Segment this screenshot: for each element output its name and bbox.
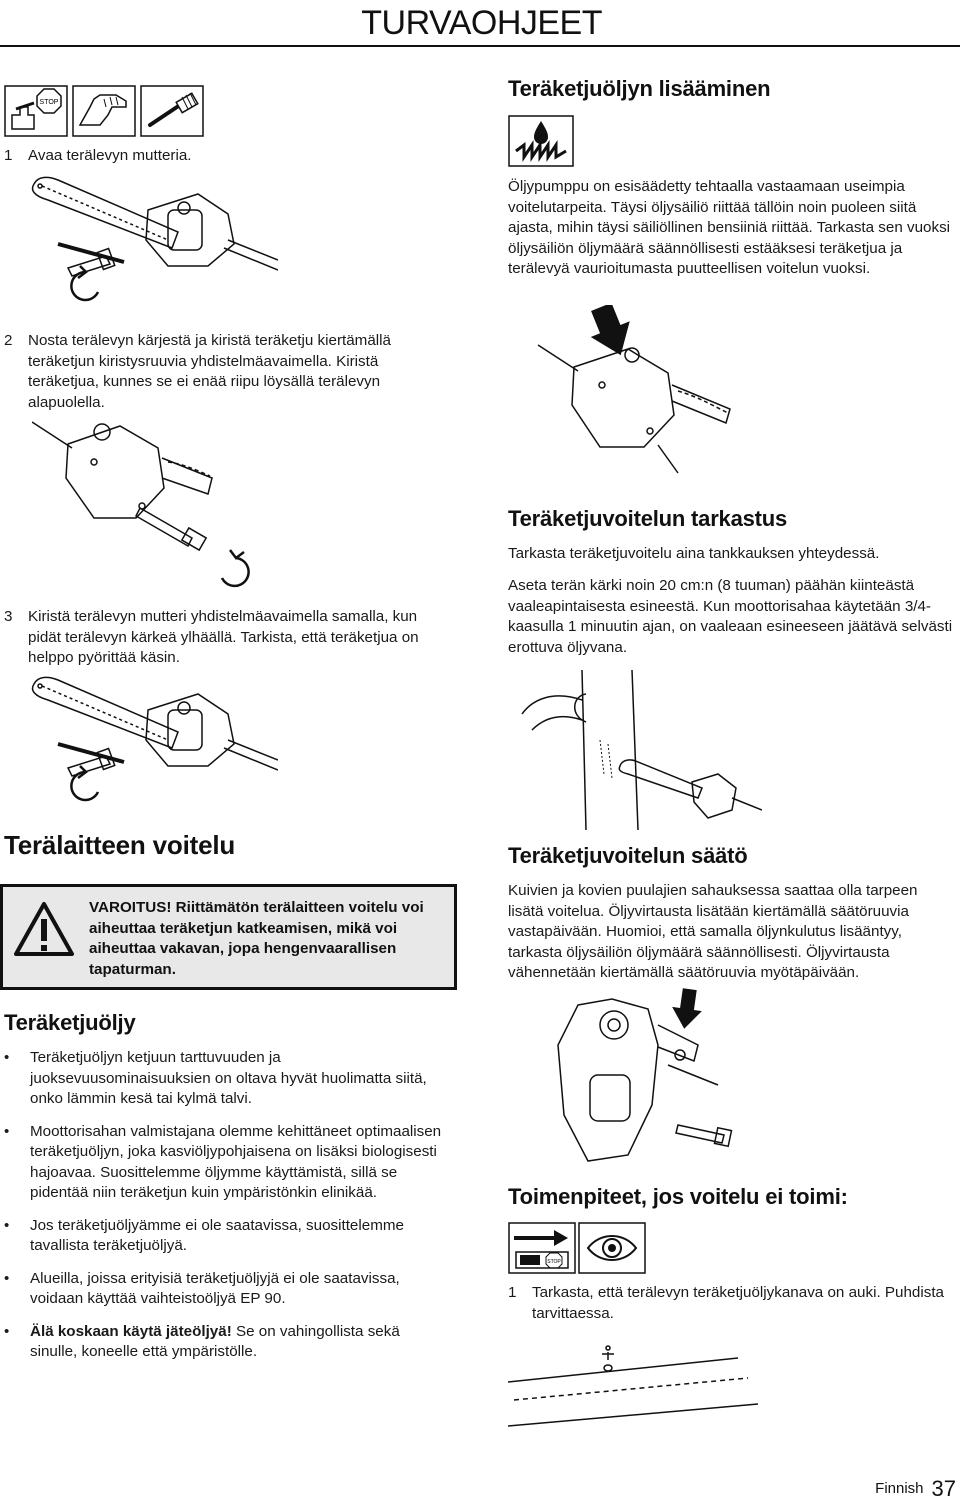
bullet-text: Jos teräketjuöljyämme ei ole saatavissa, suosittelemme tavallista teräketjuöljyä. [30, 1216, 404, 1254]
waste-oil-text: Se on vahingollista sekä sinulle, koneelle että ympäristölle. [30, 1322, 400, 1360]
eye-icon [579, 1223, 645, 1273]
fail-step-1 [508, 1283, 953, 1324]
figure-oil-channel [508, 1330, 768, 1460]
adjust-text: Kuivien ja kovien puulajien sahauksessa saattaa olla tarpeen lisätä voitelua. Öljyvirtausta lisätään kiertämällä säätöruuvia vastapäivään. Huomioi, että samalla öljynkulutus lisääntyy, tarkasta öljysäiliön öljymäärä säännöllisesti. Öljyvirtausta vähennetään kiertämällä säätöruuvia myötäpäivään. [508, 882, 918, 981]
warning-triangle-icon [13, 901, 75, 957]
step-1-number: 1 [4, 147, 13, 164]
rotate-counterclockwise-icon [71, 766, 98, 800]
combination-wrench-icon [136, 508, 206, 550]
bullet-item: • Moottorisahan valmistajana olemme kehittäneet optimaalisen teräketjuöljyn, joka kasviöljypohjaisena on lisäksi biologisesti hajoavaa. Suosittelemme öljymme käyttämistä, sillä se pidentää niin teräketjun kuin ympäristönkin elinikää. [4, 1122, 449, 1204]
lubrication-heading: Terälaitteen voitelu [4, 830, 236, 860]
figure-tighten-nut [28, 670, 278, 815]
figure-loosen-nut [28, 170, 278, 315]
step-1-text: Avaa terälevyn mutteria. [28, 147, 192, 164]
step-2 [4, 331, 444, 413]
adjust-lubrication-heading: Teräketjuvoitelun säätö [508, 843, 748, 868]
check-lubrication-heading: Teräketjuvoitelun tarkastus [508, 506, 788, 531]
chain-oil-bullets [4, 1048, 449, 1375]
step-2-text: Nosta terälevyn kärjestä ja kiristä teräketju kiertämällä teräketjun kiristysruuvia yhdistelmäavaimella. Kiristä teräketjua, kunnes se ei enää riipu löysällä terälevyn alapuolella. [28, 332, 391, 411]
figure-adjust-screw [548, 985, 738, 1175]
step-3-text: Kiristä terälevyn mutteri yhdistelmäavaimella samalla, kun pidät terälevyn kärkeä ylhäällä. Tarkista, että teräketjua on helppo pyörittää käsin. [28, 608, 419, 666]
rotate-clockwise-icon [222, 550, 249, 586]
add-oil-heading: Teräketjuöljyn lisääminen [508, 76, 771, 101]
fail-step-1-text: Tarkasta, että terälevyn teräketjuöljykanava on auki. Puhdista tarvittaessa. [532, 1284, 944, 1322]
warning-text [89, 898, 454, 980]
page-footer [875, 1476, 956, 1499]
fail-step-1-number: 1 [508, 1284, 517, 1301]
oil-streak-icon [600, 740, 612, 778]
tools-icon-strip [4, 85, 204, 137]
stop-sign-text: STOP [547, 1259, 561, 1265]
page-title: TURVAOHJEET [361, 4, 602, 42]
figure-tension-chain [32, 418, 262, 588]
bullet-item: • Jos teräketjuöljyämme ei ole saatavissa, suosittelemme tavallista teräketjuöljyä. [4, 1216, 449, 1257]
bullet-text: Moottorisahan valmistajana olemme kehittäneet optimaalisen teräketjuöljyn, joka kasviöljypohjaisena on lisäksi biologisesti hajoavaa. Suosittelemme öljymme käyttämistä, sillä se pidentää niin teräketjun kuin ympäristönkin elinikää. [30, 1122, 442, 1201]
step-2-number: 2 [4, 332, 13, 349]
bullet-item-waste-oil: • Älä koskaan käytä jäteöljyä! Se on vahingollista sekä sinulle, koneelle että ympäristölle. [4, 1322, 400, 1360]
page-number: 37 [931, 1476, 956, 1499]
bullet-text: Alueilla, joissa erityisiä teräketjuöljyjä ei ole saatavissa, voidaan käyttää vaihteistoöljyä EP 90. [30, 1269, 400, 1307]
down-arrow-icon [669, 987, 704, 1031]
combination-wrench-icon [676, 1125, 732, 1146]
step-1 [4, 146, 444, 167]
add-oil-text: Öljypumppu on esisäädetty tehtaalla vastaamaan useimpia voitelutarpeita. Täysi öljysäiliö riittää tällöin noin puoleen siitä ajasta, mihin täysi säiliöllinen bensiiniä riittää. Tarkasta sen vuoksi öljysäiliön öljymäärä säännöllisesti estääksesi teräketjua ja terälevyä vaurioitumasta puutteellisen voitelun vuoksi. [508, 178, 951, 277]
chain-oil-heading: Teräketjuöljy [4, 1010, 136, 1035]
failure-heading: Toimenpiteet, jos voitelu ei toimi: [508, 1184, 848, 1209]
header-rule [0, 45, 960, 47]
waste-oil-warning: Älä koskaan käytä jäteöljyä! [30, 1322, 232, 1340]
check-text-1: Tarkasta teräketjuvoitelu aina tankkauksen yhteydessä. [508, 545, 880, 562]
rotate-counterclockwise-icon [71, 266, 98, 300]
bullet-item: • Teräketjuöljyn ketjuun tarttuvuuden ja juoksevuusominaisuuksien on oltava hyvät huolimatta siitä, onko lämmin kesä tai kylmä talvi. [4, 1048, 449, 1110]
figure-oil-test-tree [512, 670, 762, 830]
brush-icon [141, 86, 203, 136]
inspection-icon-strip [508, 1222, 668, 1274]
oil-chain-icon [508, 115, 574, 167]
bullet-item: • Alueilla, joissa erityisiä teräketjuöljyjä ei ole saatavissa, voidaan käyttää vaihteistoöljyä EP 90. [4, 1269, 449, 1310]
stop-engine-icon [5, 86, 67, 136]
glove-icon [73, 86, 135, 136]
warning-body: Riittämätön terälaitteen voitelu voi aiheuttaa teräketjun katkeamisen, mikä voi aiheuttaa vakavan, jopa hengenvaarallisen tapaturman. [89, 899, 424, 978]
footer-language: Finnish [875, 1480, 924, 1497]
chainsaw-bar-illustration [33, 177, 278, 270]
step-3-number: 3 [4, 608, 13, 625]
stop-sign-text: STOP [39, 99, 59, 106]
warning-label: VAROITUS! [89, 899, 172, 916]
chainsaw-head-illustration [538, 345, 730, 473]
chainsaw-bar-illustration [33, 677, 278, 770]
guide-bar-illustration [508, 1346, 758, 1426]
step-3 [4, 607, 444, 669]
check-text-2: Aseta terän kärki noin 20 cm:n (8 tuuman) päähän kiinteästä vaaleapintaisesta esineestä. Kun moottorisahaa käytetään 3/4-kaasulla 1 minuutin ajan, on vaaleaan esineeseen jäätävä selvästi erottuva öljyvana. [508, 577, 953, 656]
stop-engine-arrow-icon [509, 1223, 575, 1273]
warning-box [0, 884, 457, 990]
chainsaw-bar-illustration [619, 760, 762, 818]
chainsaw-head-illustration [32, 422, 212, 518]
tree-trunk-illustration [522, 670, 638, 830]
figure-oil-filler [508, 305, 748, 475]
bullet-text: Teräketjuöljyn ketjuun tarttuvuuden ja juoksevuusominaisuuksien on oltava hyvät huolimatta siitä, onko lämmin kesä tai kylmä talvi. [30, 1049, 427, 1107]
